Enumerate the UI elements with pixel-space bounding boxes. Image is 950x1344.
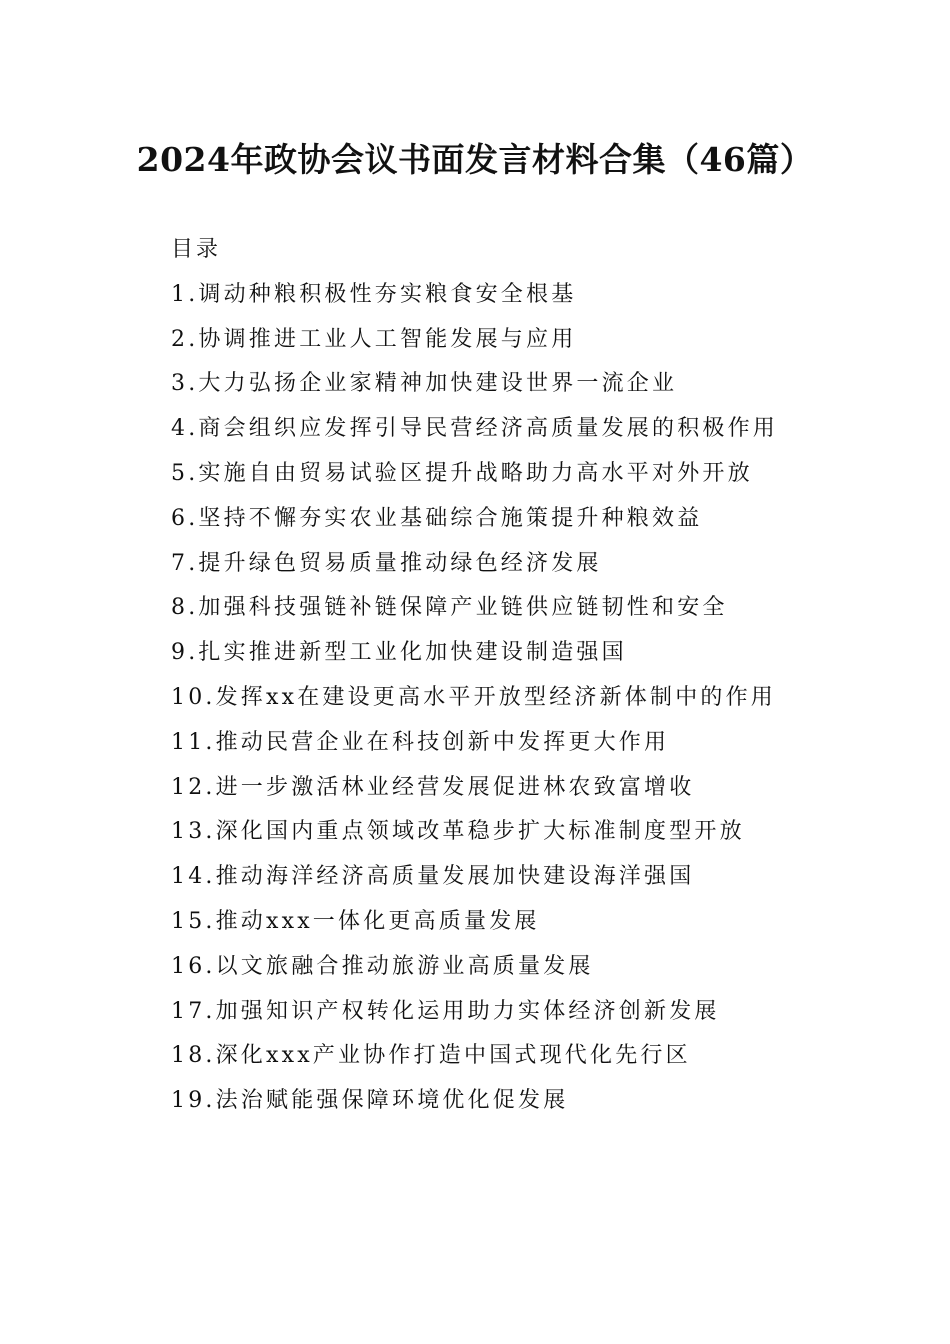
toc-item: 9.扎实推进新型工业化加快建设制造强国	[171, 640, 627, 666]
toc-item: 4.商会组织应发挥引导民营经济高质量发展的积极作用	[171, 416, 778, 442]
toc-item: 1.调动种粮积极性夯实粮食安全根基	[171, 281, 577, 307]
document-title: 2024年政协会议书面发言材料合集（46篇）	[136, 140, 814, 179]
toc-item: 6.坚持不懈夯实农业基础综合施策提升种粮效益	[171, 505, 703, 531]
toc-item: 15.推动xxx一体化更高质量发展	[171, 908, 540, 934]
toc-list	[171, 273, 871, 1124]
table-of-contents	[171, 228, 871, 1124]
toc-item: 17.加强知识产权转化运用助力实体经济创新发展	[171, 998, 720, 1024]
toc-item: 19.法治赋能强保障环境优化促发展	[171, 1088, 569, 1114]
toc-item: 11.推动民营企业在科技创新中发挥更大作用	[171, 729, 670, 755]
toc-item: 13.深化国内重点领域改革稳步扩大标准制度型开放	[171, 819, 745, 845]
toc-item: 12.进一步激活林业经营发展促进林农致富增收	[171, 774, 695, 800]
toc-item: 7.提升绿色贸易质量推动绿色经济发展	[171, 550, 602, 576]
toc-item: 5.实施自由贸易试验区提升战略助力高水平对外开放	[171, 460, 753, 486]
toc-item: 3.大力弘扬企业家精神加快建设世界一流企业	[171, 371, 678, 397]
toc-item: 2.协调推进工业人工智能发展与应用	[171, 326, 577, 352]
toc-heading: 目录	[171, 237, 222, 262]
toc-item: 10.发挥xx在建设更高水平开放型经济新体制中的作用	[171, 684, 777, 710]
toc-item: 16.以文旅融合推动旅游业高质量发展	[171, 953, 594, 979]
toc-item: 8.加强科技强链补链保障产业链供应链韧性和安全	[171, 595, 728, 621]
toc-item: 18.深化xxx产业协作打造中国式现代化先行区	[171, 1043, 691, 1069]
toc-item: 14.推动海洋经济高质量发展加快建设海洋强国	[171, 864, 695, 890]
